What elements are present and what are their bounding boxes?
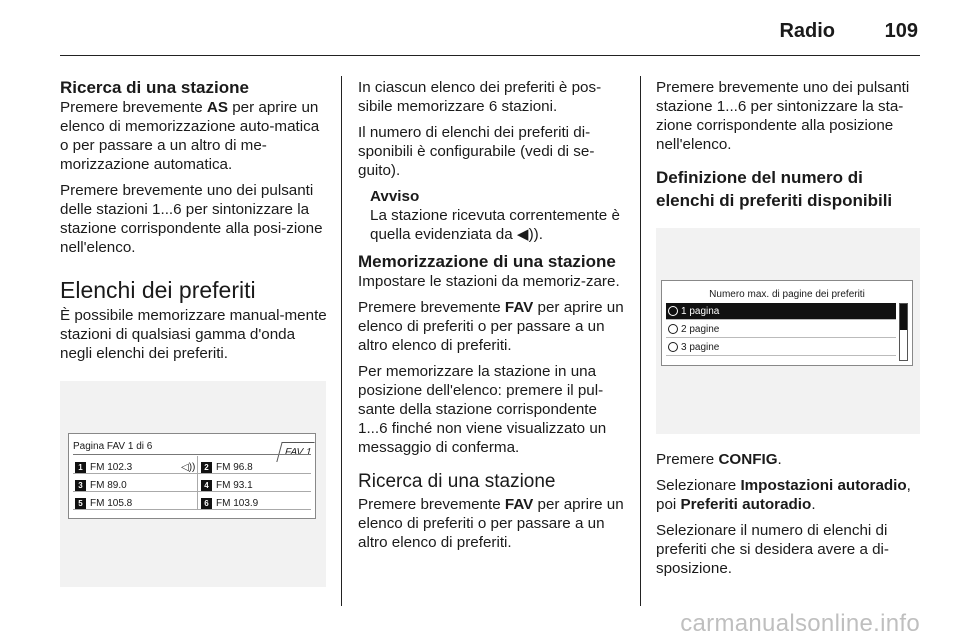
heading-memorizzazione: Memorizzazione di una stazione: [358, 252, 616, 271]
fav-list-screen: [68, 433, 316, 519]
scrollbar[interactable]: [899, 303, 908, 361]
page-number: 109: [884, 20, 918, 42]
option-3-pagine[interactable]: 3 pagine: [666, 339, 896, 356]
cell-separator: [197, 474, 198, 491]
paragraph: In ciascun elenco dei preferiti è pos-sibile memorizzare 6 stazioni.: [358, 79, 602, 115]
paragraph: Impostare le stazioni da memoriz-zare.: [358, 273, 620, 290]
paragraph: Selezionare Impostazioni autoradio, poi Preferiti autoradio.: [656, 477, 911, 513]
fav-header-line: [73, 454, 311, 455]
speaker-icon: ◁)): [181, 462, 196, 473]
fav-page-title: Pagina FAV 1 di 6: [73, 441, 153, 452]
key-fav: FAV: [504, 299, 534, 316]
fav-preset-2[interactable]: 2 FM 96.8: [201, 458, 253, 477]
menu-impostazioni-autoradio: Impostazioni autoradio: [740, 477, 907, 494]
paragraph: È possibile memorizzare manual-mente stazioni di qualsiasi gamma d'onda negli elenchi dei preferiti.: [60, 307, 327, 362]
fav-preset-5[interactable]: 5 FM 105.8: [75, 494, 132, 513]
page-header: [0, 0, 960, 56]
fav-preset-3[interactable]: 3 FM 89.0: [75, 476, 127, 495]
paragraph: Premere brevemente FAV per aprire un elenco di preferiti o per passare a un altro elenco di preferiti.: [358, 496, 624, 551]
column-divider: [640, 76, 641, 606]
cell-separator: [197, 492, 198, 509]
heading-elenchi-preferiti: Elenchi dei preferiti: [60, 277, 256, 303]
fav-preset-4[interactable]: 4 FM 93.1: [201, 476, 253, 495]
note-box: [358, 187, 624, 244]
num-pages-title: Numero max. di pagine dei preferiti: [709, 289, 865, 300]
cell-separator: [197, 456, 198, 473]
figure-num-pages: [656, 228, 920, 434]
paragraph: Per memorizzare la stazione in una posizione dell'elenco: premere il pul-sante della stazione corrispondente 1...6 finché non viene visualizzato un messaggio di conferma.: [358, 363, 607, 456]
key-as: AS: [206, 99, 228, 116]
paragraph: Premere brevemente FAV per aprire un elenco di preferiti o per passare a un altro elenco di preferiti.: [358, 299, 624, 354]
heading-definizione: Definizione del numero di elenchi di preferiti disponibili: [656, 168, 893, 210]
radio-icon: [668, 306, 678, 316]
fav-row: [73, 492, 311, 510]
section-label: Radio: [779, 20, 835, 42]
radio-icon: [668, 324, 678, 334]
paragraph: Il numero di elenchi dei preferiti di-sponibili è configurabile (vedi di se-guito).: [358, 124, 595, 179]
scrollbar-thumb[interactable]: [900, 304, 907, 330]
paragraph: Premere brevemente uno dei pulsanti delle stazioni 1...6 per sintonizzare la stazione corrispondente alla posi-zione nell'elenco.: [60, 182, 323, 256]
option-2-pagine[interactable]: 2 pagine: [666, 321, 896, 338]
note-title: Avviso: [370, 188, 420, 205]
num-pages-screen: [661, 280, 913, 366]
paragraph: Selezionare il numero di elenchi di preferiti che si desidera avere a di-sposizione.: [656, 522, 889, 577]
radio-icon: [668, 342, 678, 352]
key-fav: FAV: [504, 496, 534, 513]
note-text: La stazione ricevuta correntemente è quella evidenziata da ◀)).: [370, 207, 620, 243]
paragraph: Premere CONFIG.: [656, 451, 782, 468]
option-1-pagina[interactable]: 1 pagina: [666, 303, 896, 320]
header-rule: [60, 55, 920, 56]
fav-row: [73, 456, 311, 474]
paragraph: Premere brevemente AS per aprire un elenco di memorizzazione auto-matica o per passare a un altro di me-morizzazione automatica.: [60, 99, 320, 173]
figure-fav-list: [60, 381, 326, 587]
fav-preset-1[interactable]: 1 FM 102.3: [75, 458, 132, 477]
paragraph: Premere brevemente uno dei pulsanti stazione 1...6 per sintonizzare la sta-zione corrispondente alla posizione nell'elenco.: [656, 79, 910, 153]
fav-row: [73, 474, 311, 492]
heading-ricerca-stazione-2: Ricerca di una stazione: [358, 471, 556, 492]
column-1: [60, 78, 328, 587]
heading-ricerca-stazione: Ricerca di una stazione: [60, 78, 249, 97]
key-config: CONFIG: [718, 451, 778, 468]
column-divider: [341, 76, 342, 606]
column-2: [358, 78, 624, 559]
column-3: [656, 78, 922, 585]
fav-tab: FAV 1: [276, 442, 314, 462]
fav-preset-6[interactable]: 6 FM 103.9: [201, 494, 258, 513]
footer-watermark-url: carmanualsonline.info: [680, 610, 920, 637]
menu-preferiti-autoradio: Preferiti autoradio: [680, 496, 812, 513]
